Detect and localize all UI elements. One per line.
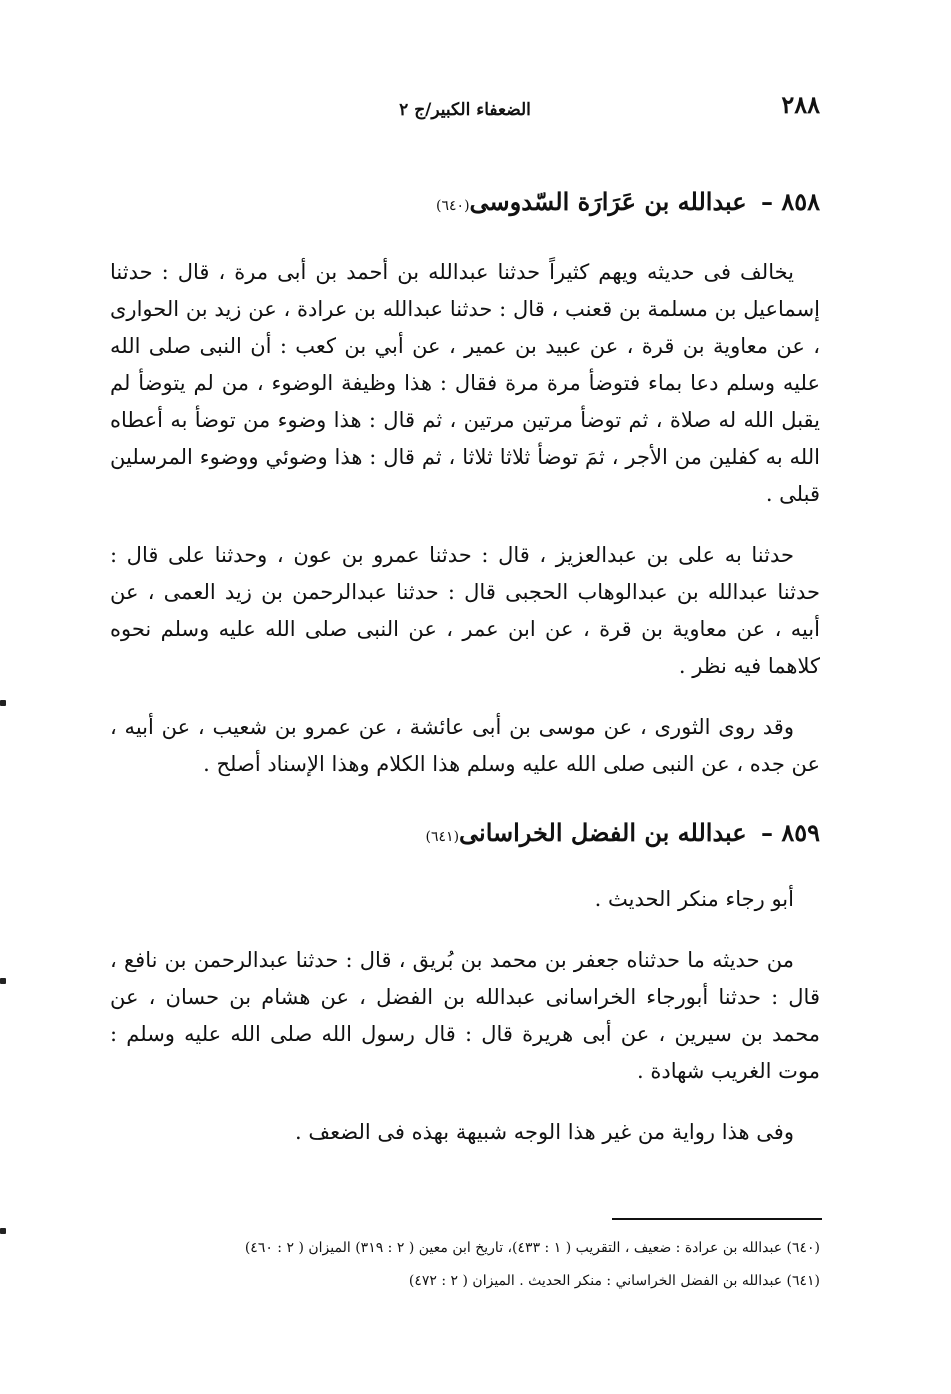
scan-mark	[0, 1228, 6, 1234]
paragraph: يخالف فى حديثه ويهم كثيراً حدثنا عبدالله بن أحمد بن أبى مرة ، قال : حدثنا إسماعيل بن مسلمة بن قعنب ، قال : حدثنا عبدالله بن عرادة ، عن زيد بن الحوارى ، عن معاوية بن قرة ، عن عبيد بن عمير ، عن أبي بن كعب : أن النبى صلى الله عليه وسلم دعا بماء فتوضأ مرة مرة فقال : هذا وظيفة الوضوء ، من لم يتوضأ لم يقبل الله له صلاة ، ثم توضأ مرتين مرتين ، ثم قال : هذا وضوء من توضأ به أعطاه الله به كفلين من الأجر ، ثمَ توضأ ثلاثا ثلاثا ، ثم قال : هذا وضوئي ووضوء المرسلين قبلى .	[110, 260, 820, 506]
footnote-ref[interactable]: (٦٤٠)	[436, 198, 470, 214]
paragraph: من حديثه ما حدثناه جعفر بن محمد بن بُريق ، قال : حدثنا عبدالرحمن بن نافع ، قال : حدثنا أبورجاء الخراسانى عبدالله بن الفضل ، عن هشام بن حسان ، عن محمد بن سيرين ، عن أبى هريرة قال : قال رسول الله صلى الله عليه وسلم : موت الغريب شهادة .	[110, 948, 820, 1083]
footnote-ref[interactable]: (٦٤١)	[425, 829, 460, 845]
paragraph: وفى هذا رواية من غير هذا الوجه شبيهة بهذه فى الضعف .	[295, 1120, 794, 1144]
entry-name: عبدالله بن الفضل الخراسانى	[459, 818, 747, 847]
page-number: ٢٨٨	[781, 90, 820, 119]
footnote-641: (٦٤١) عبدالله بن الفضل الخراساني : منكر الحديث . الميزان ( ٢ : ٤٧٢)	[408, 1273, 820, 1289]
page-header	[110, 90, 820, 140]
paragraph: حدثنا به على بن عبدالعزيز ، قال : حدثنا عمرو بن عون ، وحدثنا على قال : حدثنا عبدالله بن عبدالوهاب الحجبى قال : حدثنا عبدالرحمن بن زيد العمى ، عن أبيه ، عن معاوية بن قرة ، عن ابن عمر ، عن النبى صلى الله عليه وسلم نحوه كلاهما فيه نظر .	[110, 543, 820, 678]
document-page	[110, 90, 820, 1175]
scan-mark	[0, 700, 6, 706]
scan-mark	[0, 978, 6, 984]
running-title: الضعفاء الكبير/ج ٢	[399, 100, 531, 120]
footnote-640: (٦٤٠) عبدالله بن عرادة : ضعيف ، التقريب ( ١ : ٤٣٣)، تاريخ ابن معين ( ٢ : ٣١٩) الميزان ( ٢ : ٤٦٠)	[244, 1240, 820, 1256]
footnotes	[130, 1235, 820, 1301]
footnote-divider	[612, 1218, 822, 1220]
entry-number: ٨٥٨ –	[760, 187, 820, 216]
entry-heading-859	[110, 813, 820, 857]
entry-name: عبدالله بن عَرَارَة السّدوسى	[469, 187, 747, 216]
entry-heading-858	[110, 182, 820, 226]
entry-number: ٨٥٩ –	[760, 818, 820, 847]
paragraph: أبو رجاء منكر الحديث .	[594, 887, 794, 911]
paragraph: وقد روى الثورى ، عن موسى بن أبى عائشة ، عن عمرو بن شعيب ، عن أبيه ، عن جده ، عن النبى صلى الله عليه وسلم هذا الكلام وهذا الإسناد أصلح .	[110, 715, 820, 776]
